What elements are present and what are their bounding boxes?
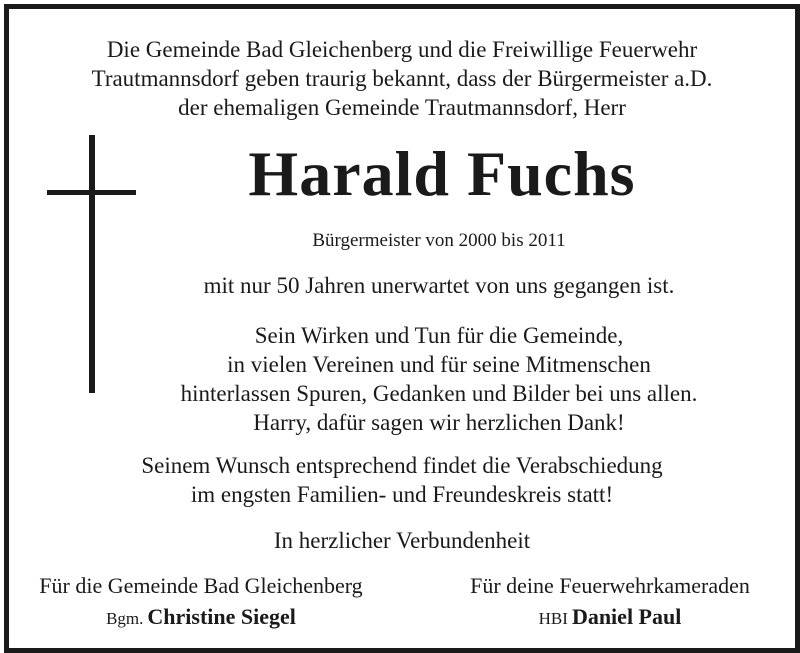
tribute-text xyxy=(61,321,800,437)
farewell-line-2: im engsten Familien- und Freundeskreis statt! xyxy=(190,482,614,507)
tribute-line-4: Harry, dafür sagen wir herzlichen Dank! xyxy=(253,410,625,435)
intro-line-3: der ehemaligen Gemeinde Trautmannsdorf, Herr xyxy=(178,95,626,120)
office-subtitle: Bürgermeister von 2000 bis 2011 xyxy=(312,230,566,251)
tribute-line-1: Sein Wirken und Tun für die Gemeinde, xyxy=(254,323,624,348)
passing-text: mit nur 50 Jahren unerwartet von uns gegangen ist. xyxy=(203,273,675,298)
signature-name xyxy=(11,604,391,630)
signature-right xyxy=(420,572,800,630)
closing-text: In herzlicher Verbundenheit xyxy=(273,528,531,553)
tribute-line-3: hinterlassen Spuren, Gedanken und Bilder bei uns allen. xyxy=(180,381,698,406)
obituary-notice xyxy=(4,4,800,653)
signature-org: Für deine Feuerwehrkameraden xyxy=(470,573,750,598)
signature-person: Daniel Paul xyxy=(571,604,682,629)
signature-title: HBI xyxy=(538,609,568,628)
tribute-line-2: in vielen Vereinen und für seine Mitmenschen xyxy=(227,352,651,377)
intro-line-1: Die Gemeinde Bad Gleichenberg und die Freiwillige Feuerwehr xyxy=(106,37,698,62)
deceased-name: Harald Fuchs xyxy=(248,138,636,209)
signature-title: Bgm. xyxy=(106,609,144,628)
signature-org: Für die Gemeinde Bad Gleichenberg xyxy=(39,573,363,598)
farewell-text xyxy=(24,451,780,509)
intro-text xyxy=(24,35,780,122)
intro-line-2: Trautmannsdorf geben traurig bekannt, dass der Bürgermeister a.D. xyxy=(91,66,713,91)
farewell-line-1: Seinem Wunsch entsprechend findet die Verabschiedung xyxy=(141,453,663,478)
signature-name xyxy=(420,604,800,630)
signature-person: Christine Siegel xyxy=(147,604,296,629)
signature-left xyxy=(11,572,391,630)
